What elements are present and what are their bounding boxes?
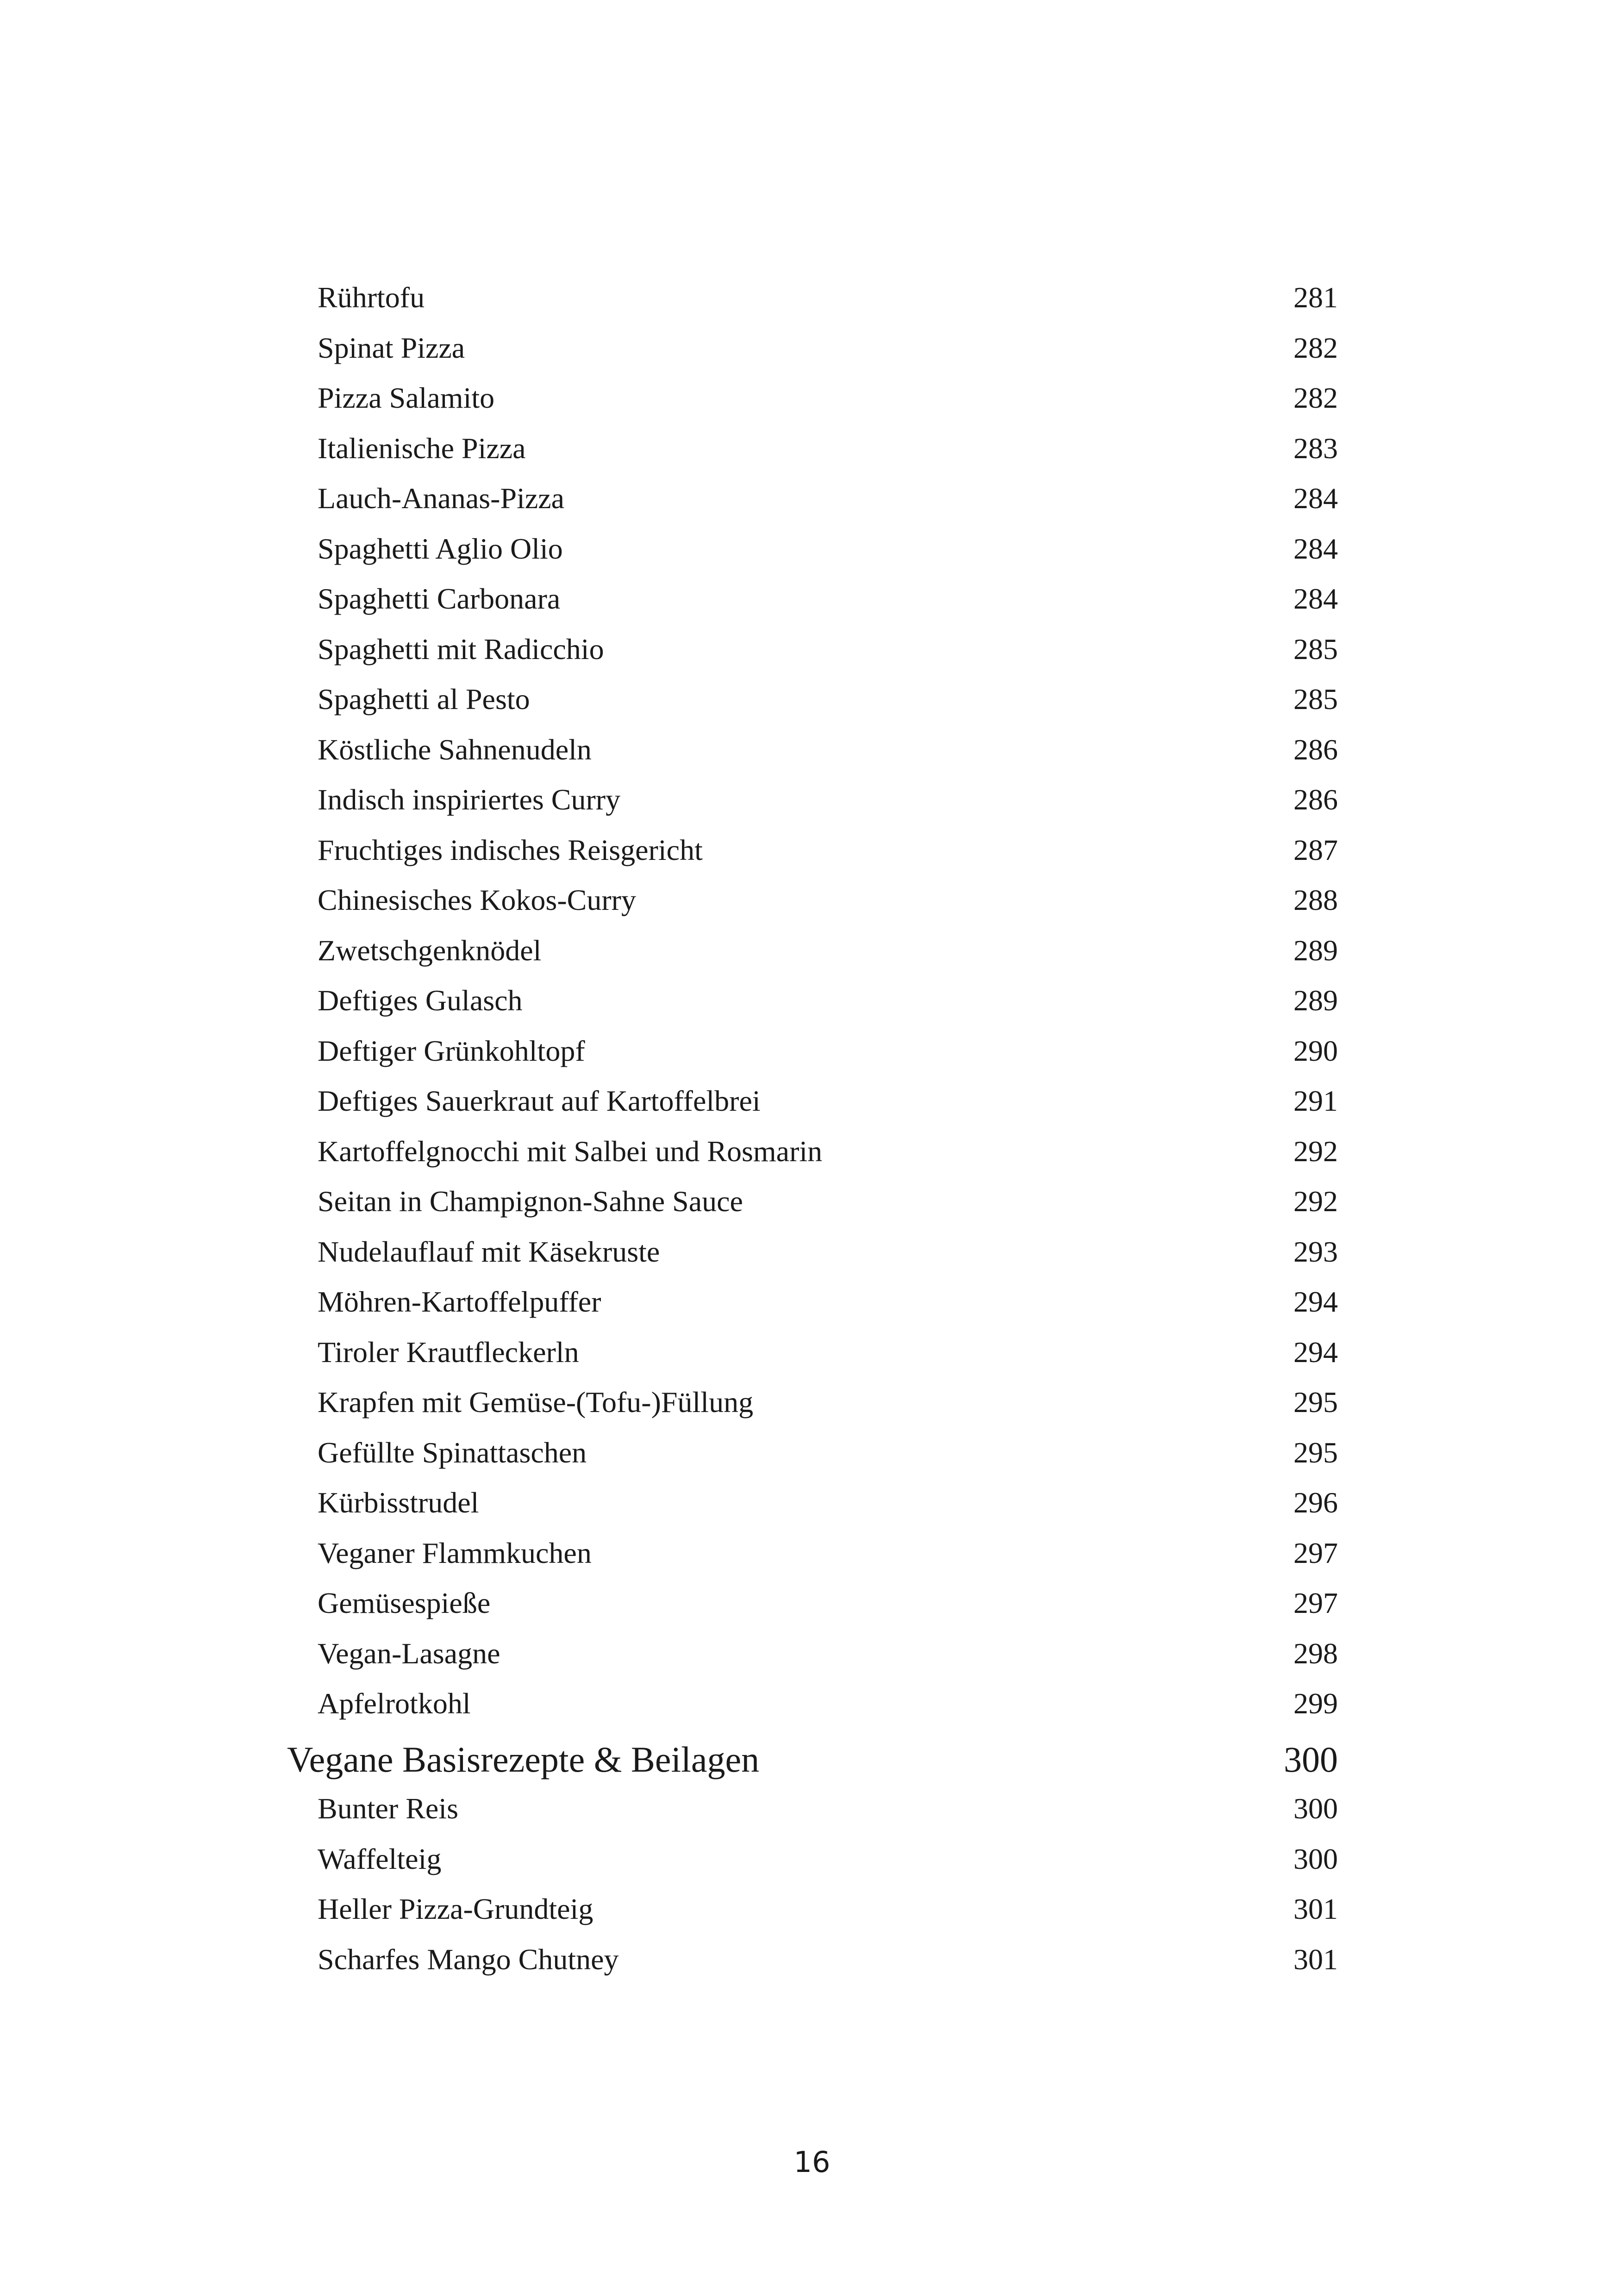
toc-entry-page: 301 bbox=[1293, 1892, 1338, 1925]
toc-entry-page: 295 bbox=[1293, 1386, 1338, 1419]
page-number: 16 bbox=[793, 2145, 831, 2179]
toc-entry-title: Chinesisches Kokos-Curry bbox=[318, 884, 636, 916]
toc-entry-row bbox=[0, 829, 1624, 871]
toc-entry-title: Gemüsespieße bbox=[318, 1587, 491, 1619]
toc-entry-title: Spaghetti Aglio Olio bbox=[318, 532, 563, 565]
toc-entry-title: Bunter Reis bbox=[318, 1792, 458, 1825]
toc-entry-row bbox=[0, 528, 1624, 570]
toc-entry-row bbox=[0, 1582, 1624, 1624]
toc-entry-page: 286 bbox=[1293, 733, 1338, 766]
toc-entry-page: 288 bbox=[1293, 884, 1338, 916]
toc-entry-row bbox=[0, 1788, 1624, 1829]
toc-entry-row bbox=[0, 678, 1624, 720]
toc-entry-row bbox=[0, 1131, 1624, 1172]
toc-entry-row bbox=[0, 1080, 1624, 1122]
toc-entry-title: Spaghetti mit Radicchio bbox=[318, 632, 604, 666]
toc-entry-page: 289 bbox=[1293, 984, 1338, 1017]
toc-entry-row bbox=[0, 980, 1624, 1021]
toc-entry-title: Vegan-Lasagne bbox=[318, 1636, 500, 1670]
toc-entry-row bbox=[0, 277, 1624, 318]
toc-entry-title: Deftiges Gulasch bbox=[318, 984, 523, 1017]
toc-entry-page: 298 bbox=[1293, 1636, 1338, 1670]
toc-entry-title: Waffelteig bbox=[318, 1842, 442, 1875]
toc-entry-page: 294 bbox=[1293, 1285, 1338, 1318]
toc-entry-page: 287 bbox=[1293, 833, 1338, 866]
toc-entry-title: Krapfen mit Gemüse-(Tofu-)Füllung bbox=[318, 1386, 754, 1419]
toc-entry-page: 284 bbox=[1293, 582, 1338, 615]
toc-entry-title: Spaghetti al Pesto bbox=[318, 683, 530, 716]
toc-entry-row bbox=[0, 930, 1624, 971]
toc-entry-page: 284 bbox=[1293, 482, 1338, 515]
toc-entry-page: 291 bbox=[1293, 1084, 1338, 1117]
toc-entry-title: Heller Pizza-Grundteig bbox=[318, 1892, 593, 1925]
toc-entry-page: 292 bbox=[1293, 1134, 1338, 1168]
toc-entry-row bbox=[0, 1939, 1624, 1980]
toc-entry-row bbox=[0, 1231, 1624, 1273]
toc-entry-title: Scharfes Mango Chutney bbox=[318, 1942, 619, 1976]
toc-entry-row bbox=[0, 879, 1624, 921]
toc-entry-page: 292 bbox=[1293, 1185, 1338, 1218]
toc-entry-row bbox=[0, 1332, 1624, 1373]
toc-entry-title: Nudelauflauf mit Käsekruste bbox=[318, 1235, 660, 1268]
toc-entry-row bbox=[0, 729, 1624, 771]
toc-entry-title: Spaghetti Carbonara bbox=[318, 582, 561, 615]
toc-entry-title: Köstliche Sahnenudeln bbox=[318, 733, 592, 766]
toc-entry-page: 281 bbox=[1293, 281, 1338, 314]
toc-entry-title: Italienische Pizza bbox=[318, 431, 526, 465]
toc-entry-title: Rührtofu bbox=[318, 281, 425, 314]
toc-entry-row bbox=[0, 1532, 1624, 1574]
toc-entry-row bbox=[0, 1482, 1624, 1524]
toc-entry-row bbox=[0, 1030, 1624, 1072]
toc-entry-title: Deftiges Sauerkraut auf Kartoffelbrei bbox=[318, 1084, 761, 1117]
toc-entry-row bbox=[0, 1838, 1624, 1880]
toc-entry-page: 285 bbox=[1293, 683, 1338, 716]
toc-entry-page: 285 bbox=[1293, 632, 1338, 666]
toc-entry-title: Seitan in Champignon-Sahne Sauce bbox=[318, 1185, 743, 1218]
toc-entry-row bbox=[0, 428, 1624, 469]
toc-entry-title: Zwetschgenknödel bbox=[318, 933, 542, 967]
toc-entry-page: 295 bbox=[1293, 1436, 1338, 1469]
toc-entry-title: Pizza Salamito bbox=[318, 381, 495, 414]
toc-entry-row bbox=[0, 779, 1624, 821]
toc-entry-page: 283 bbox=[1293, 431, 1338, 465]
toc-entry-title: Gefüllte Spinattaschen bbox=[318, 1436, 587, 1469]
toc-entry-page: 300 bbox=[1293, 1842, 1338, 1875]
toc-entry-title: Veganer Flammkuchen bbox=[318, 1536, 592, 1569]
toc-entry-title: Apfelrotkohl bbox=[318, 1687, 471, 1720]
toc-entry-row bbox=[0, 1281, 1624, 1323]
toc-entry-page: 282 bbox=[1293, 381, 1338, 414]
toc-section-page: 300 bbox=[1284, 1739, 1338, 1780]
toc-section-title: Vegane Basisrezepte & Beilagen bbox=[287, 1739, 760, 1780]
toc-entry-title: Kartoffelgnocchi mit Salbei und Rosmarin bbox=[318, 1134, 823, 1168]
toc-entry-title: Tiroler Krautfleckerln bbox=[318, 1335, 579, 1369]
toc-entry-row bbox=[0, 478, 1624, 519]
toc-entry-page: 293 bbox=[1293, 1235, 1338, 1268]
toc-entry-title: Kürbisstrudel bbox=[318, 1486, 479, 1519]
toc-entry-page: 282 bbox=[1293, 331, 1338, 364]
toc-entry-page: 299 bbox=[1293, 1687, 1338, 1720]
toc-entry-page: 286 bbox=[1293, 783, 1338, 816]
toc-entry-row bbox=[0, 327, 1624, 369]
toc-entry-row bbox=[0, 1432, 1624, 1474]
toc-entry-page: 296 bbox=[1293, 1486, 1338, 1519]
toc-entry-row bbox=[0, 578, 1624, 620]
toc-entry-page: 297 bbox=[1293, 1587, 1338, 1619]
toc-entry-row bbox=[0, 1683, 1624, 1724]
toc-entry-row bbox=[0, 628, 1624, 670]
toc-entry-title: Lauch-Ananas-Pizza bbox=[318, 482, 565, 515]
toc-entry-page: 297 bbox=[1293, 1536, 1338, 1569]
toc-entry-title: Indisch inspiriertes Curry bbox=[318, 783, 621, 816]
toc-entry-title: Deftiger Grünkohltopf bbox=[318, 1034, 585, 1067]
toc-entry-page: 300 bbox=[1293, 1792, 1338, 1825]
toc-entry-title: Spinat Pizza bbox=[318, 331, 465, 364]
toc-entry-title: Fruchtiges indisches Reisgericht bbox=[318, 833, 703, 866]
toc-entry-page: 294 bbox=[1293, 1335, 1338, 1369]
toc-entry-row bbox=[0, 377, 1624, 419]
toc-entry-page: 284 bbox=[1293, 532, 1338, 565]
toc-entry-row bbox=[0, 1381, 1624, 1423]
toc-entry-page: 289 bbox=[1293, 933, 1338, 967]
toc-entry-row bbox=[0, 1888, 1624, 1930]
toc-entry-page: 301 bbox=[1293, 1942, 1338, 1976]
toc-entry-title: Möhren-Kartoffelpuffer bbox=[318, 1285, 601, 1318]
toc-entry-row bbox=[0, 1181, 1624, 1222]
toc-entry-row bbox=[0, 1633, 1624, 1674]
toc-entry-page: 290 bbox=[1293, 1034, 1338, 1067]
toc-section-row bbox=[0, 1739, 1624, 1780]
